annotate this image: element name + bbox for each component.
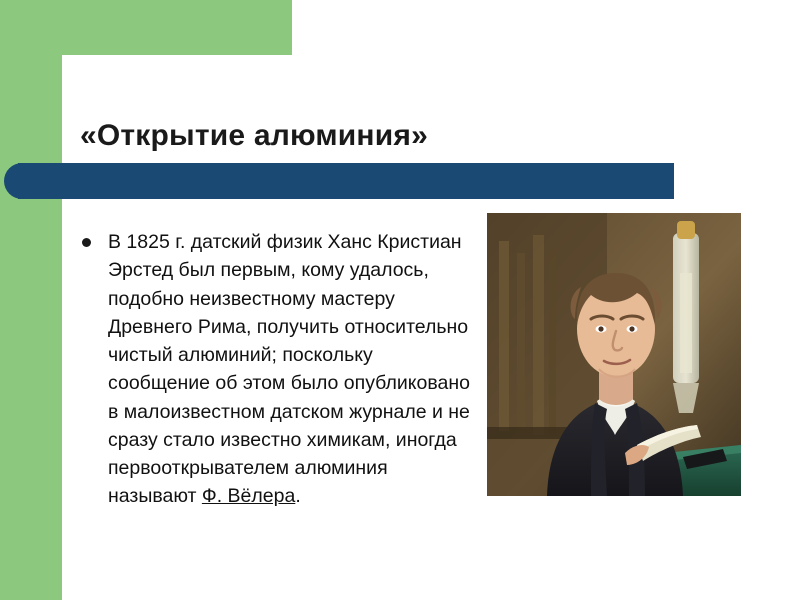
bullet-dot-icon bbox=[82, 238, 91, 247]
list-item bbox=[82, 228, 472, 511]
scientist-name-link[interactable]: Ф. Вёлера bbox=[201, 485, 296, 508]
bullet-text bbox=[108, 228, 472, 511]
slide-body bbox=[82, 228, 472, 511]
bullet-text-main: В 1825 г. датский физик Ханс Кристиан Эрстед был первым, кому удалось, подобно неизвестному мастеру Древнего Рима, получить относительно чистый алюминий; поскольку сообщение об этом было опубликовано в малоизвестном датском журнале и не сразу стало известно химикам, иногда первооткрывателем алюминия называют bbox=[108, 231, 470, 508]
page-title: «Открытие алюминия» bbox=[80, 119, 428, 152]
title-underline-bar bbox=[18, 163, 674, 199]
portrait-illustration bbox=[487, 213, 741, 496]
decorative-green-left-bar bbox=[0, 0, 62, 600]
bullet-text-tail: . bbox=[295, 485, 301, 508]
decorative-green-top-block bbox=[62, 0, 292, 55]
portrait-oersted bbox=[487, 213, 741, 496]
